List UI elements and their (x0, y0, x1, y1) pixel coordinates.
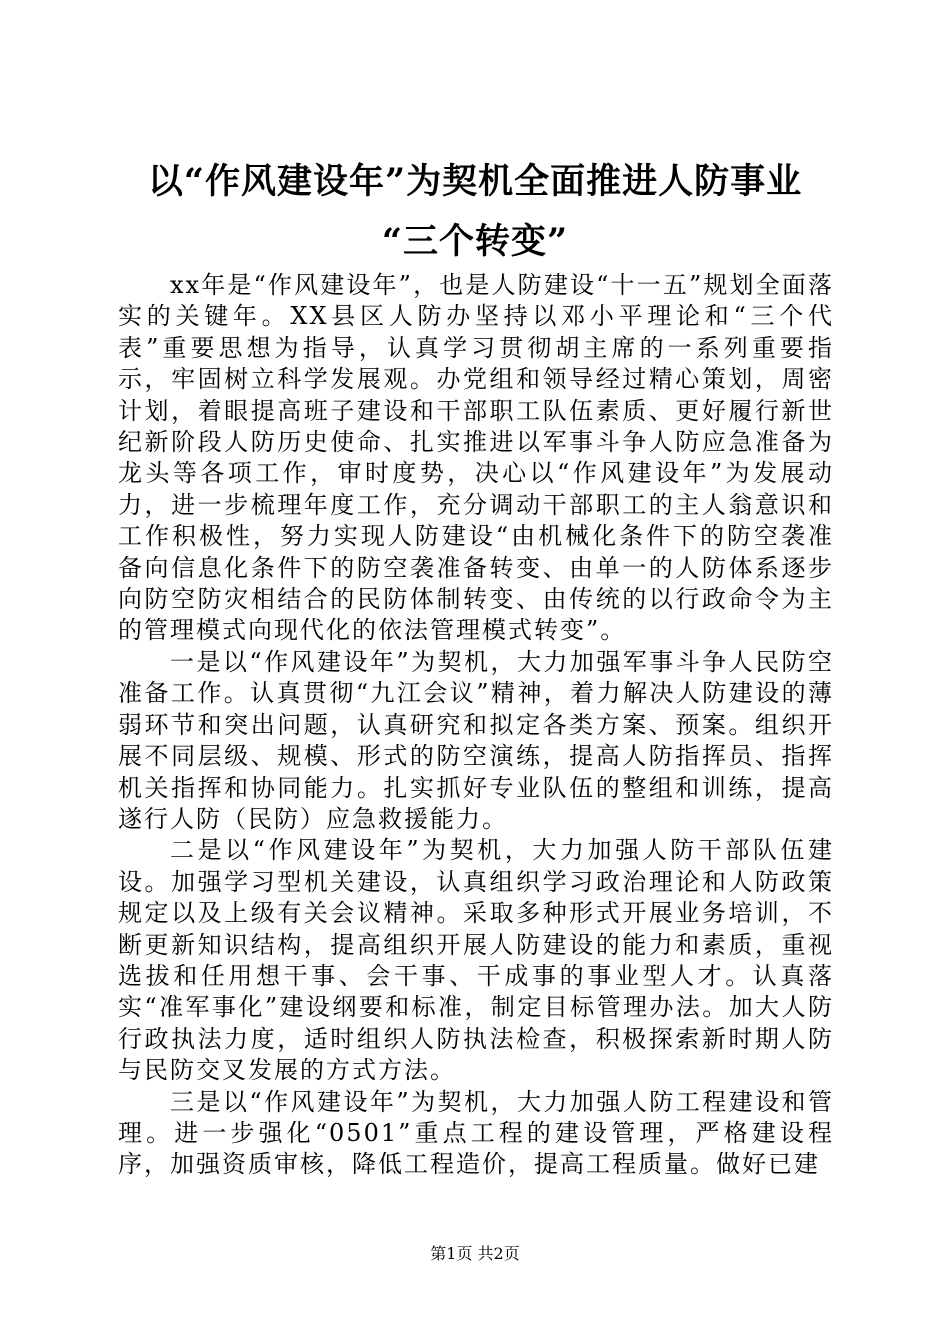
paragraph-second-point: 二是以“作风建设年”为契机，大力加强人防干部队伍建设。加强学习型机关建设，认真组织学习政治理论和人防政策规定以及上级有关会议精神。采取多种形式开展业务培训，不断更新知识结构，提高组织开展人防建设的能力和素质，重视选拔和任用想干事、会干事、干成事的事业型人才。认真落实“准军事化”建设纲要和标准，制定目标管理办法。加大人防行政执法力度，适时组织人防执法检查，积极探索新时期人防与民防交叉发展的方式方法。 (118, 836, 834, 1085)
document-body (118, 270, 834, 1181)
paragraph-first-point: 一是以“作风建设年”为契机，大力加强军事斗争人民防空准备工作。认真贯彻“九江会议”精神，着力解决人防建设的薄弱环节和突出问题，认真研究和拟定各类方案、预案。组织开展不同层级、规模、形式的防空演练，提高人防指挥员、指挥机关指挥和协同能力。扎实抓好专业队伍的整组和训练，提高遂行人防（民防）应急救援能力。 (118, 647, 834, 833)
paragraph-third-point: 三是以“作风建设年”为契机，大力加强人防工程建设和管理。进一步强化“0501”重点工程的建设管理，严格建设程序，加强资质审核，降低工程造价，提高工程质量。做好已建 (118, 1087, 834, 1179)
document-title-line1: 以“作风建设年”为契机全面推进人防事业 (147, 161, 803, 202)
document-title-line2: “三个转变” (381, 221, 569, 262)
page-number-footer: 第1页 共2页 (430, 1244, 520, 1263)
paragraph-intro: xx年是“作风建设年”，也是人防建设“十一五”规划全面落实的关键年。XX县区人防办坚持以邓小平理论和“三个代表”重要思想为指导，认真学习贯彻胡主席的一系列重要指示，牢固树立科学发展观。办党组和领导经过精心策划，周密计划，着眼提高班子建设和干部职工队伍素质、更好履行新世纪新阶段人防历史使命、扎实推进以军事斗争人防应急准备为龙头等各项工作，审时度势，决心以“作风建设年”为发展动力，进一步梳理年度工作，充分调动干部职工的主人翁意识和工作积极性，努力实现人防建设“由机械化条件下的防空袭准备向信息化条件下的防空袭准备转变、由单一的人防体系逐步向防空防灾相结合的民防体制转变、由传统的以行政命令为主的管理模式向现代化的依法管理模式转变”。 (118, 271, 834, 645)
